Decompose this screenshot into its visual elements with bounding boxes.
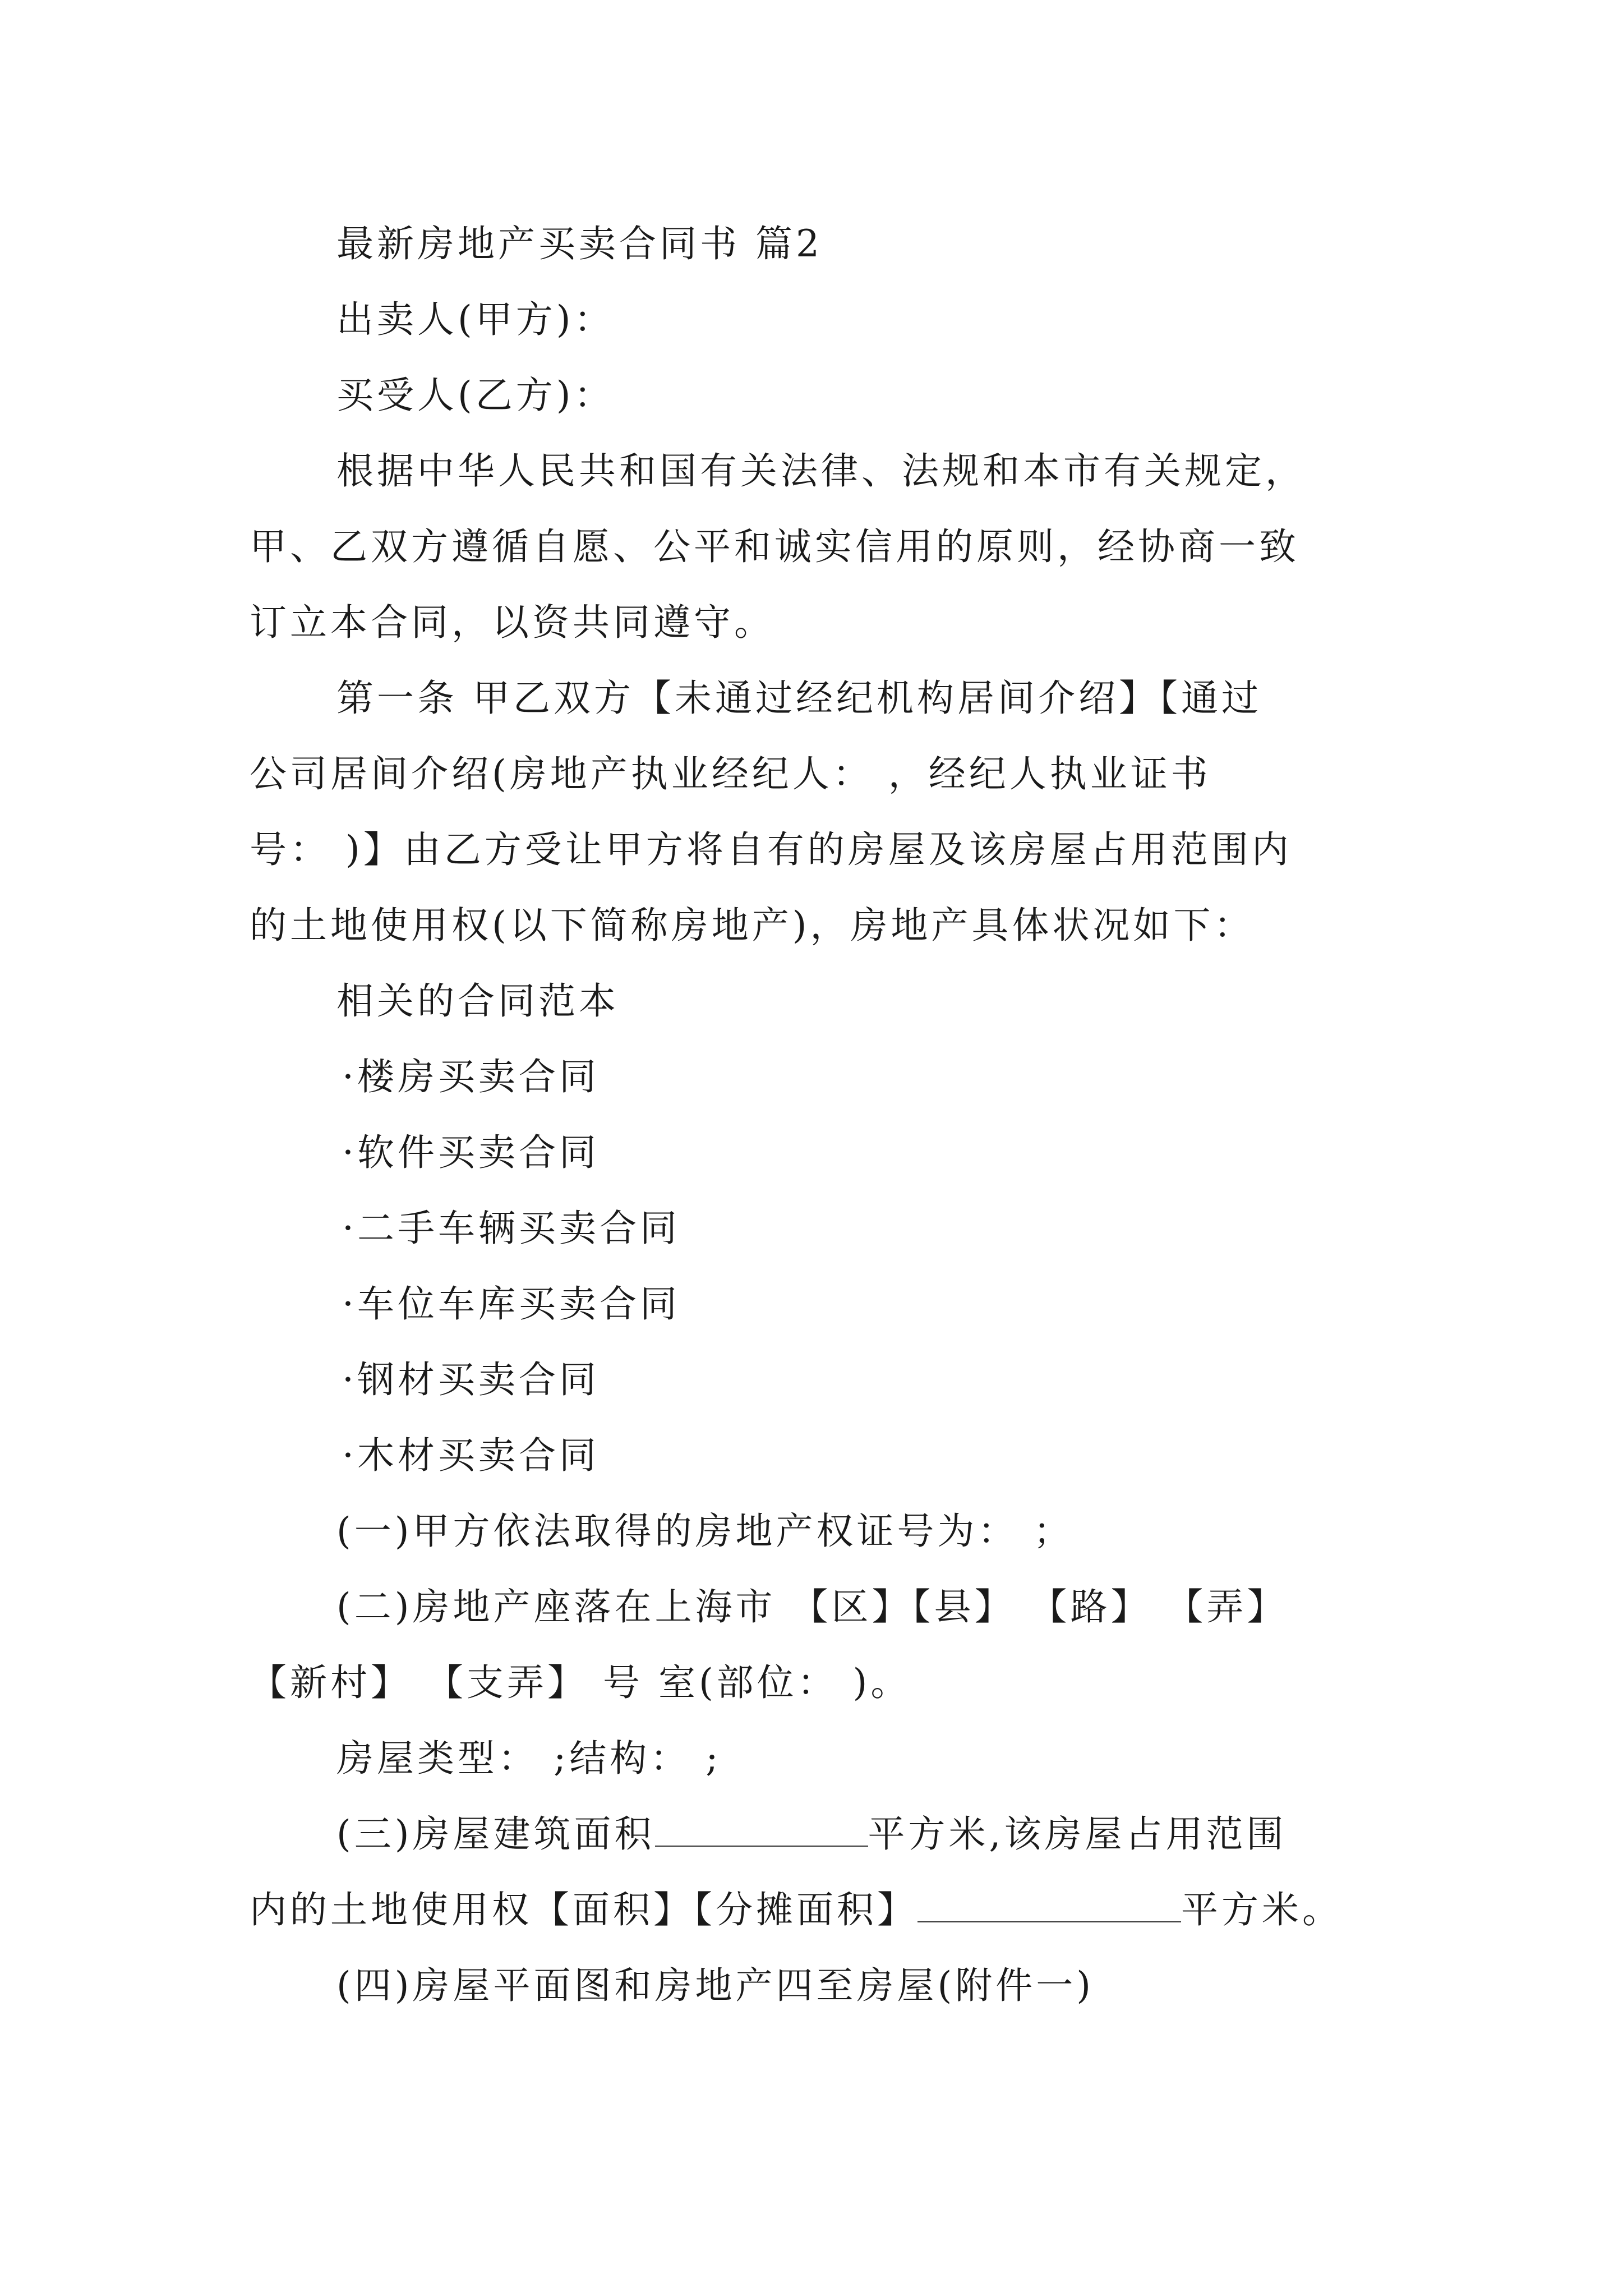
item-1: (一)甲方依法取得的房地产权证号为： ；: [336, 1510, 1074, 1553]
related-heading: 相关的合同范本: [336, 979, 619, 1023]
land-area-blank[interactable]: [917, 1888, 1181, 1922]
item-2-line-2: 【新村】 【支弄】 号 室(部位： )。: [250, 1661, 911, 1704]
preamble-line-3: 订立本合同，以资共同遵守。: [250, 601, 774, 644]
buyer-label: 买受人(乙方)：: [336, 374, 615, 417]
house-type-line: 房屋类型： ;结构： ;: [336, 1737, 722, 1780]
document-title: 最新房地产买卖合同书 篇2: [336, 222, 823, 265]
related-link-4[interactable]: ·车位车库买卖合同: [342, 1282, 680, 1326]
article1-line-1: 第一条 甲乙双方【未通过经纪机构居间介绍】【通过: [336, 677, 1262, 720]
article1-line-2: 公司居间介绍(房地产执业经纪人： ，经纪人执业证书: [250, 752, 1211, 795]
item-3-land-suffix: 平方米。: [1181, 1888, 1343, 1931]
item-2-line-1: (二)房地产座落在上海市 【区】【县】 【路】 【弄】: [336, 1585, 1288, 1628]
article1-line-4: 的土地使用权(以下简称房地产)，房地产具体状况如下：: [250, 904, 1255, 947]
item-3-area-suffix: 平方米,该房屋占用范围: [868, 1812, 1287, 1856]
seller-label: 出卖人(甲方)：: [336, 298, 615, 341]
building-area-blank[interactable]: [655, 1812, 868, 1847]
related-link-3[interactable]: ·二手车辆买卖合同: [342, 1207, 680, 1250]
related-link-2[interactable]: ·软件买卖合同: [342, 1131, 600, 1174]
preamble-line-2: 甲、乙双方遵循自愿、公平和诚实信用的原则，经协商一致: [250, 525, 1299, 568]
related-link-5[interactable]: ·钢材买卖合同: [342, 1358, 600, 1401]
related-link-1[interactable]: ·楼房买卖合同: [342, 1055, 600, 1098]
item-3-area-label: (三)房屋建筑面积: [336, 1812, 655, 1856]
item-3-line-1: [336, 1812, 1287, 1857]
related-link-6[interactable]: ·木材买卖合同: [342, 1434, 600, 1477]
article1-line-3: 号： )】由乙方受让甲方将自有的房屋及该房屋占用范围内: [250, 828, 1292, 871]
item-3-land-label: 内的土地使用权【面积】【分摊面积】: [250, 1888, 917, 1931]
item-3-line-2: [250, 1888, 1343, 1932]
preamble-line-1: 根据中华人民共和国有关法律、法规和本市有关规定，: [336, 449, 1306, 493]
item-4: (四)房屋平面图和房地产四至房屋(附件一): [336, 1964, 1094, 2007]
